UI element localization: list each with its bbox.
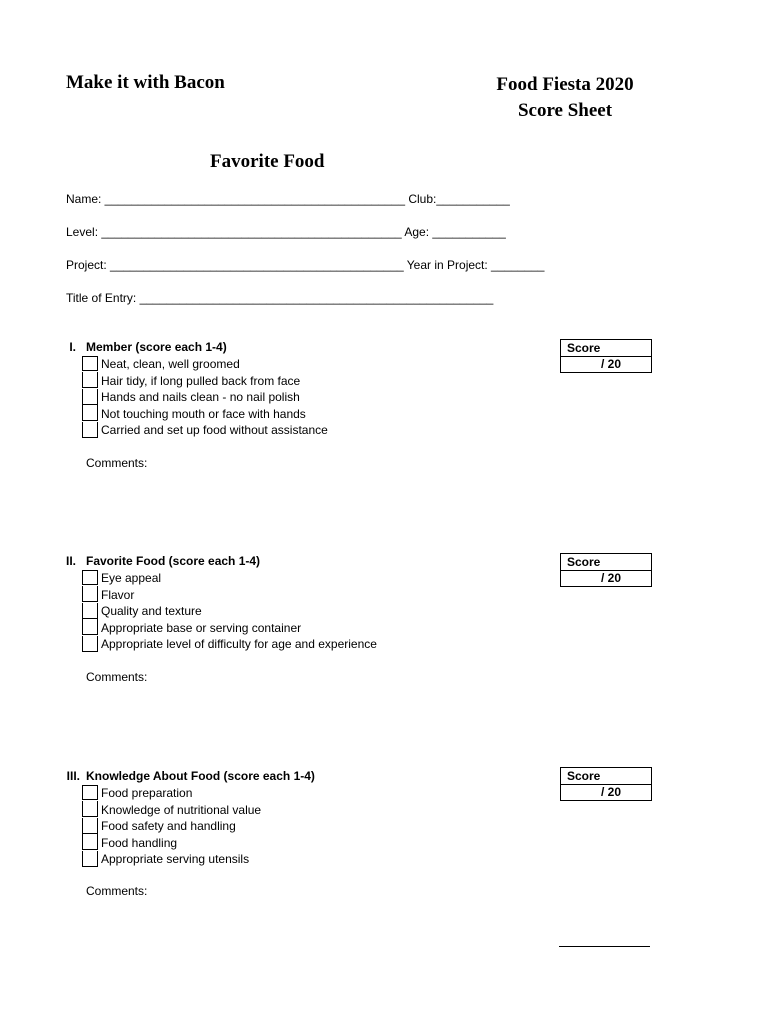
level-age-field[interactable]: Level: _____________________________________________ Age: ___________ [66,225,506,239]
criterion-item [82,570,377,587]
criteria-list [82,356,328,439]
criterion-item [82,818,261,835]
score-total: / 20 [600,785,621,799]
section-number: I. [69,340,76,354]
criterion-label: Food preparation [101,786,193,801]
score-checkbox[interactable] [82,603,98,619]
score-checkbox[interactable] [82,851,98,867]
score-box[interactable] [560,339,652,373]
criterion-label: Eye appeal [101,571,162,586]
criterion-item [82,802,261,819]
score-checkbox[interactable] [82,834,98,850]
score-checkbox[interactable] [82,570,98,585]
criterion-label: Flavor [101,587,135,602]
criterion-label: Carried and set up food without assistance [101,423,328,438]
score-checkbox[interactable] [82,422,98,438]
criterion-item [82,785,261,802]
comments-label: Comments: [86,670,148,684]
score-total: / 20 [600,571,621,585]
criterion-label: Not touching mouth or face with hands [101,406,306,421]
score-total: / 20 [600,357,621,371]
criterion-item [82,636,377,653]
document-title: Make it with Bacon [66,72,225,93]
criterion-item [82,620,377,637]
score-checkbox[interactable] [82,372,98,388]
score-box[interactable] [560,767,652,801]
criterion-label: Quality and texture [101,604,202,619]
criterion-item [82,406,328,423]
criterion-item [82,373,328,390]
criteria-list [82,570,377,653]
criterion-item [82,587,377,604]
criterion-label: Appropriate level of difficulty for age and experience [101,637,377,652]
event-title [470,72,660,124]
score-checkbox[interactable] [82,389,98,405]
score-checkbox[interactable] [82,405,98,421]
score-checkbox[interactable] [82,636,98,652]
criterion-label: Hair tidy, if long pulled back from face [101,373,301,388]
category-title: Favorite Food [210,151,325,172]
criteria-list [82,785,261,868]
project-year-field[interactable]: Project: ____________________________________________ Year in Project: ________ [66,258,545,272]
section-number: III. [66,769,80,783]
criterion-label: Knowledge of nutritional value [101,802,262,817]
score-checkbox[interactable] [82,818,98,834]
title-of-entry-field[interactable]: Title of Entry: _____________________________________________________ [66,291,494,305]
criterion-item [82,389,328,406]
score-checkbox[interactable] [82,801,98,817]
section-title: Member (score each 1-4) [86,340,227,354]
criterion-label: Appropriate base or serving container [101,620,302,635]
event-name: Food Fiesta 2020 [496,74,634,95]
score-box[interactable] [560,553,652,587]
section-number: II. [65,554,76,568]
criterion-item [82,851,261,868]
score-header: Score [561,340,651,357]
criterion-label: Food handling [101,835,178,850]
criterion-label: Food safety and handling [101,819,236,834]
comments-label: Comments: [86,884,148,898]
comments-label: Comments: [86,456,148,470]
score-checkbox[interactable] [82,586,98,602]
score-header: Score [561,554,651,571]
criterion-item [82,603,377,620]
score-checkbox[interactable] [82,785,98,800]
score-checkbox[interactable] [82,619,98,635]
score-header: Score [561,768,651,785]
criterion-item [82,422,328,439]
criterion-item [82,835,261,852]
section-title: Favorite Food (score each 1-4) [86,554,261,568]
score-checkbox[interactable] [82,356,98,371]
score-sheet-label: Score Sheet [517,100,613,121]
section-title: Knowledge About Food (score each 1-4) [86,769,315,783]
criterion-label: Neat, clean, well groomed [101,357,240,372]
total-score-line[interactable] [559,946,650,947]
criterion-label: Hands and nails clean - no nail polish [101,390,300,405]
criterion-item [82,356,328,373]
criterion-label: Appropriate serving utensils [101,852,250,867]
name-club-field[interactable]: Name: _____________________________________________ Club:___________ [66,192,510,206]
